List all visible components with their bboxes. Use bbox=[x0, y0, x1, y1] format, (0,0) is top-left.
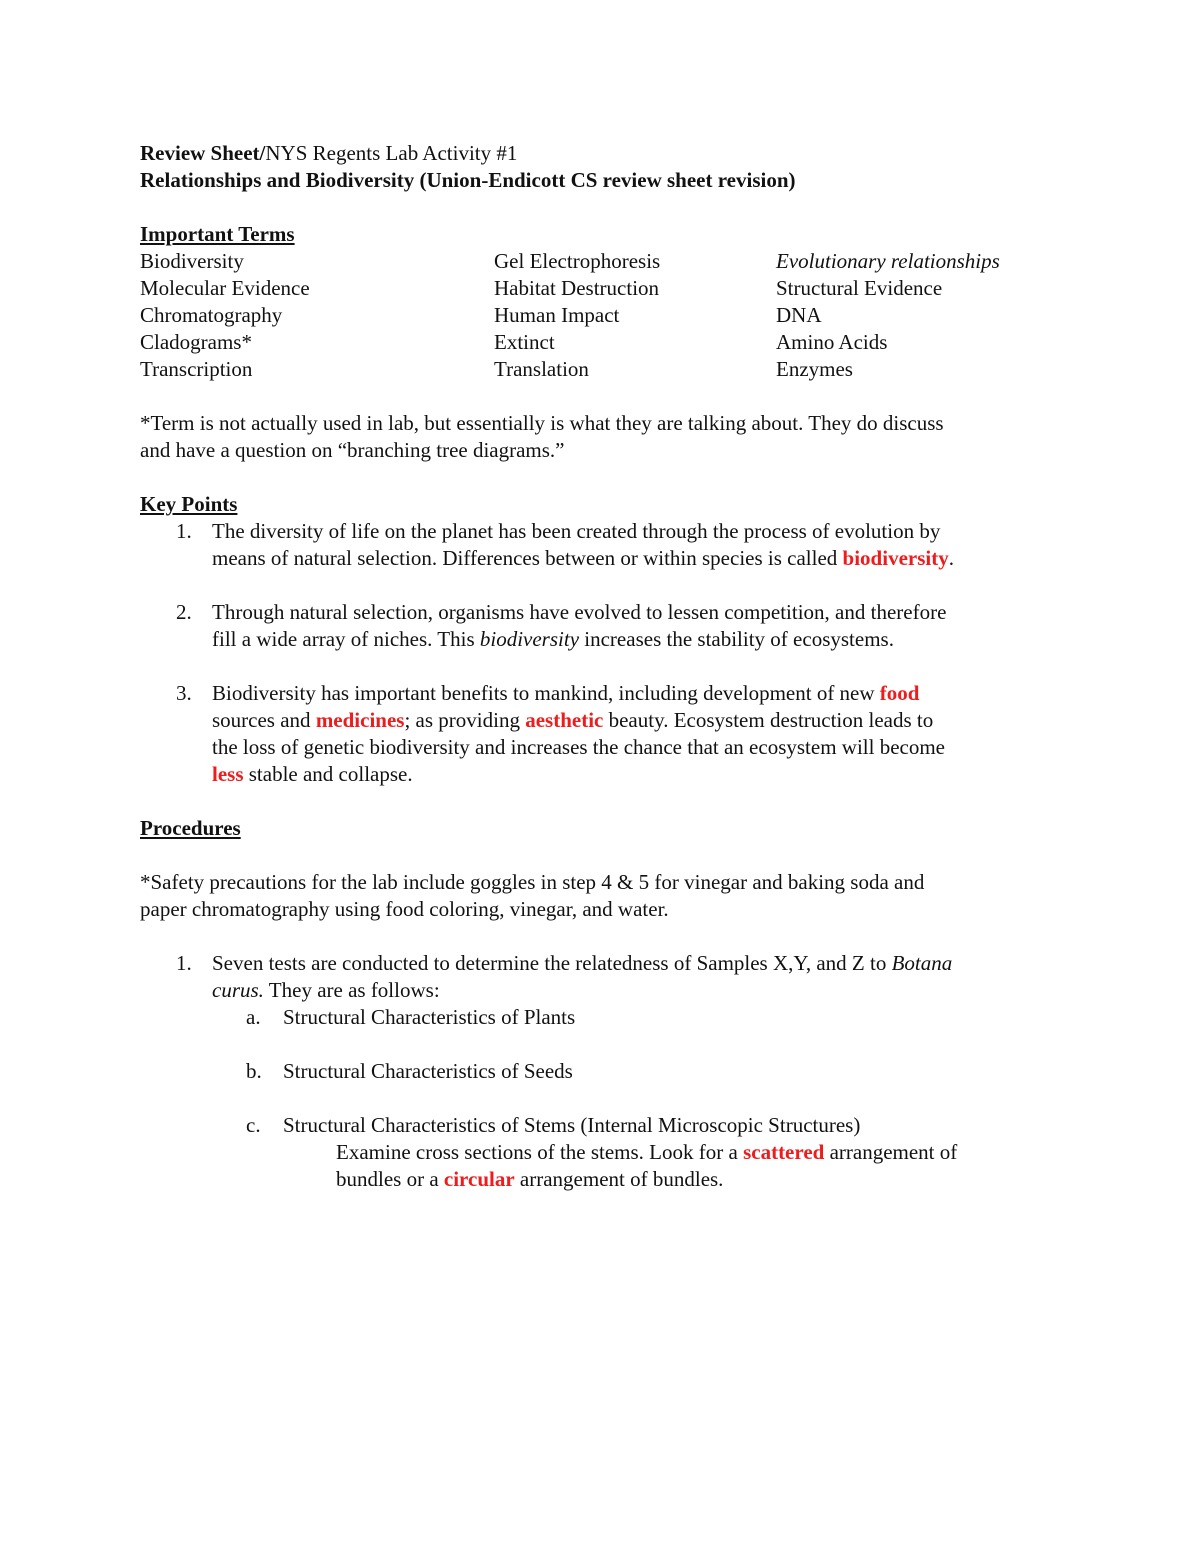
terms-note-line-1: *Term is not actually used in lab, but essentially is what they are talking about. They do discuss bbox=[140, 411, 944, 435]
species-name: Botana bbox=[891, 951, 953, 975]
highlight-term: circular bbox=[443, 1167, 515, 1191]
title-line-1 bbox=[140, 140, 1060, 167]
key-point-text: the loss of genetic biodiversity and increases the chance that an ecosystem will become bbox=[212, 735, 946, 759]
text-run: ; as providing bbox=[404, 708, 526, 732]
stems-detail-line-2 bbox=[140, 1166, 1060, 1193]
highlight-term: less bbox=[212, 762, 244, 786]
term: Habitat Destruction bbox=[494, 276, 660, 300]
subitem-c bbox=[140, 1112, 1060, 1139]
term: Transcription bbox=[140, 357, 253, 381]
list-letter: a. bbox=[246, 1005, 261, 1029]
list-letter: c. bbox=[246, 1113, 261, 1137]
title-rest: NYS Regents Lab Activity #1 bbox=[265, 141, 518, 165]
key-point-2 bbox=[140, 599, 1060, 653]
term: Structural Evidence bbox=[776, 276, 943, 300]
key-points-heading: Key Points bbox=[140, 492, 238, 516]
procedures-list bbox=[140, 950, 1060, 1004]
text-run: arrangement of bundles. bbox=[514, 1167, 724, 1191]
title-line-2: Relationships and Biodiversity (Union-Endicott CS review sheet revision) bbox=[140, 168, 796, 192]
list-number: 2. bbox=[176, 600, 192, 624]
text-run: increases the stability of ecosystems. bbox=[579, 627, 894, 651]
list-number: 3. bbox=[176, 681, 192, 705]
text-run: stable and collapse. bbox=[243, 762, 413, 786]
text-run: arrangement of bbox=[824, 1140, 958, 1164]
term: Molecular Evidence bbox=[140, 276, 310, 300]
subitem-text: Structural Characteristics of Plants bbox=[283, 1005, 576, 1029]
terms-table bbox=[140, 248, 1060, 383]
subitem-text: Structural Characteristics of Seeds bbox=[283, 1059, 573, 1083]
procedure-step-1 bbox=[140, 950, 1060, 1004]
text-run: Seven tests are conducted to determine the relatedness of Samples X,Y, and Z to bbox=[212, 951, 892, 975]
term: Chromatography bbox=[140, 303, 283, 327]
list-letter: b. bbox=[246, 1059, 262, 1083]
terms-column-3 bbox=[776, 248, 1000, 383]
subitem-text: Structural Characteristics of Stems (Internal Microscopic Structures) bbox=[283, 1113, 861, 1137]
text-run: bundles or a bbox=[336, 1167, 444, 1191]
term: Biodiversity bbox=[140, 249, 244, 273]
term: Enzymes bbox=[776, 357, 853, 381]
term: Human Impact bbox=[494, 303, 620, 327]
subitem-a bbox=[140, 1004, 1060, 1031]
highlight-term: biodiversity bbox=[842, 546, 949, 570]
key-point-text: Through natural selection, organisms have evolved to lessen competition, and therefore bbox=[212, 600, 947, 624]
safety-line-2: paper chromatography using food coloring, vinegar, and water. bbox=[140, 897, 669, 921]
term: Evolutionary relationships bbox=[776, 249, 1000, 273]
safety-line-1: *Safety precautions for the lab include goggles in step 4 & 5 for vinegar and baking soda and bbox=[140, 870, 925, 894]
stems-detail-line-1 bbox=[140, 1139, 1060, 1166]
title-bold: Review Sheet/ bbox=[140, 141, 266, 165]
terms-note-line-2: and have a question on “branching tree diagrams.” bbox=[140, 438, 565, 462]
text-run: Biodiversity has important benefits to mankind, including development of new bbox=[212, 681, 880, 705]
key-point-3 bbox=[140, 680, 1060, 788]
highlight-term: food bbox=[879, 681, 920, 705]
highlight-term: aesthetic bbox=[525, 708, 604, 732]
term: Cladograms* bbox=[140, 330, 252, 354]
key-points-list bbox=[140, 518, 1060, 788]
list-number: 1. bbox=[176, 951, 192, 975]
list-number: 1. bbox=[176, 519, 192, 543]
term: Translation bbox=[494, 357, 589, 381]
term: Extinct bbox=[494, 330, 555, 354]
term: Gel Electrophoresis bbox=[494, 249, 661, 273]
procedure-text bbox=[212, 950, 1060, 977]
italic-term: biodiversity bbox=[479, 627, 580, 651]
term: Amino Acids bbox=[776, 330, 888, 354]
text-run: beauty. Ecosystem destruction leads to bbox=[603, 708, 934, 732]
text-run: sources and bbox=[212, 708, 316, 732]
key-point-text bbox=[212, 626, 1060, 653]
procedure-text bbox=[212, 977, 1060, 1004]
important-terms-heading: Important Terms bbox=[140, 222, 295, 246]
species-name: curus. bbox=[212, 978, 264, 1002]
text-run: Examine cross sections of the stems. Look for a bbox=[336, 1140, 744, 1164]
text-run: means of natural selection. Differences between or within species is called bbox=[212, 546, 843, 570]
subitem-b bbox=[140, 1058, 1060, 1085]
highlight-term: medicines bbox=[315, 708, 405, 732]
highlight-term: scattered bbox=[743, 1140, 825, 1164]
procedures-heading: Procedures bbox=[140, 816, 241, 840]
terms-column-2 bbox=[494, 248, 660, 383]
key-point-text bbox=[212, 680, 1060, 707]
key-point-text bbox=[212, 545, 1060, 572]
key-point-text bbox=[212, 761, 1060, 788]
document-page bbox=[140, 140, 1060, 1193]
term: DNA bbox=[776, 303, 822, 327]
text-run: fill a wide array of niches. This bbox=[212, 627, 480, 651]
key-point-text bbox=[212, 707, 1060, 734]
key-point-1 bbox=[140, 518, 1060, 572]
text-run: . bbox=[948, 546, 954, 570]
text-run: They are as follows: bbox=[263, 978, 440, 1002]
key-point-text: The diversity of life on the planet has been created through the process of evolution by bbox=[212, 519, 941, 543]
terms-column-1 bbox=[140, 248, 310, 383]
